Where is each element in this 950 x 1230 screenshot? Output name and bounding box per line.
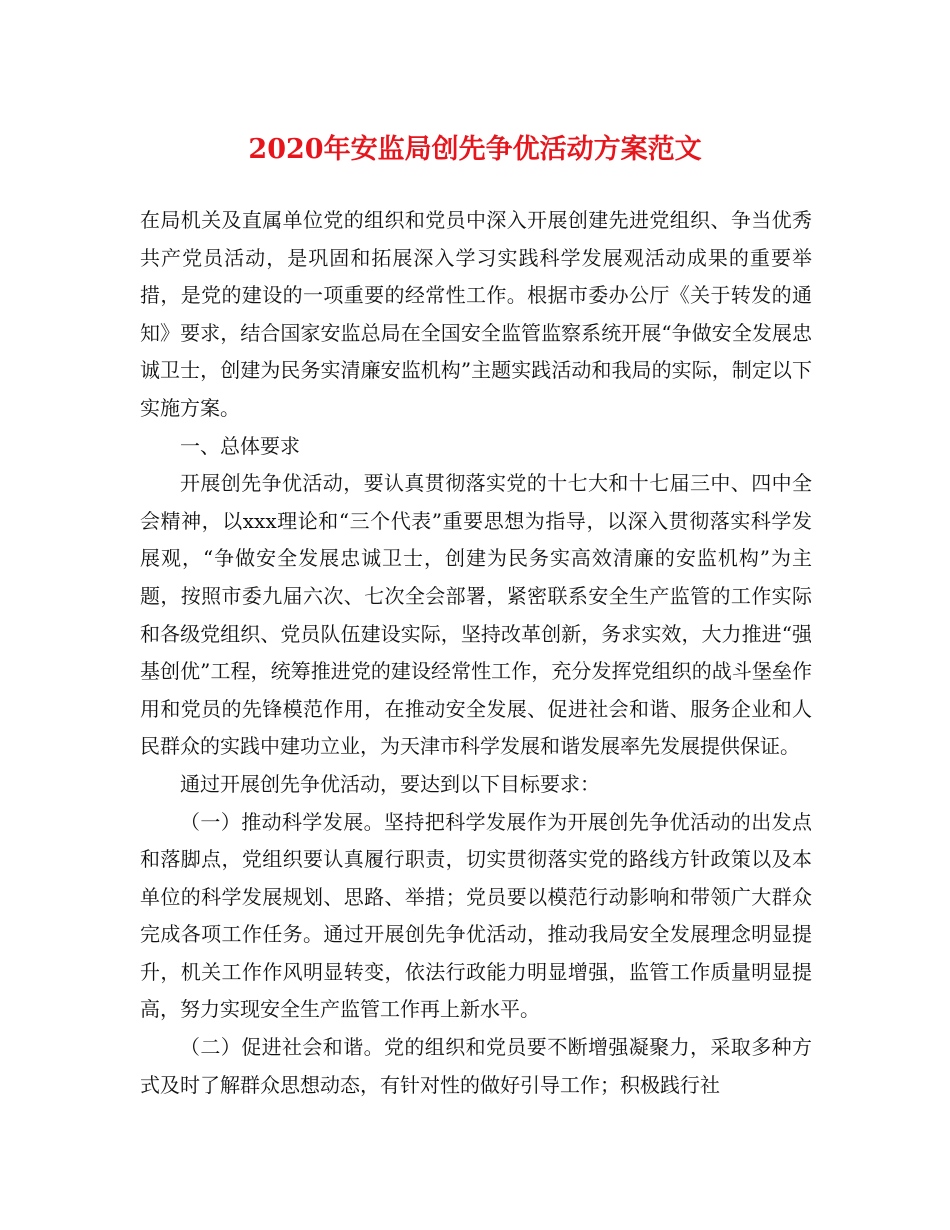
paragraph-goal-1: （一）推动科学发展。坚持把科学发展作为开展创先争优活动的出发点和落脚点，党组织要认真履行职责，切实贯彻落实党的路线方针政策以及本单位的科学发展规划、思路、举措；党员要以模范行动影响和带领广大群众完成各项工作任务。通过开展创先争优活动，推动我局安全发展理念明显提升，机关工作作风明显转变，依法行政能力明显增强，监管工作质量明显提高，努力实现安全生产监管工作再上新水平。	[140, 809, 812, 1022]
section-heading-general-requirements: 一、总体要求	[180, 433, 300, 458]
paragraph-goals-intro: 通过开展创先争优活动，要达到以下目标要求：	[180, 771, 600, 796]
paragraph-goal-2: （二）促进社会和谐。党的组织和党员要不断增强凝聚力，采取多种方式及时了解群众思想动态，有针对性的做好引导工作；积极践行社	[140, 1035, 812, 1097]
paragraph-general-requirements: 开展创先争优活动，要认真贯彻落实党的十七大和十七届三中、四中全会精神，以xxx理论和“三个代表”重要思想为指导，以深入贯彻落实科学发展观，“争做安全发展忠诚卫士，创建为民务实高效清廉的安监机构”为主题，按照市委九届六次、七次全会部署，紧密联系安全生产监管的工作实际和各级党组织、党员队伍建设实际，坚持改革创新，务求实效，大力推进“强基创优”工程，统筹推进党的建设经常性工作，充分发挥党组织的战斗堡垒作用和党员的先锋模范作用，在推动安全发展、促进社会和谐、服务企业和人民群众的实践中建功立业，为天津市科学发展和谐发展率先发展提供保证。	[140, 471, 812, 759]
paragraph-intro: 在局机关及直属单位党的组织和党员中深入开展创建先进党组织、争当优秀共产党员活动，是巩固和拓展深入学习实践科学发展观活动成果的重要举措，是党的建设的一项重要的经常性工作。根据市委办公厅《关于转发的通知》要求，结合国家安监总局在全国安全监管监察系统开展“争做安全发展忠诚卫士，创建为民务实清廉安监机构”主题实践活动和我局的实际，制定以下实施方案。	[140, 208, 812, 420]
document-title: 2020年安监局创先争优活动方案范文	[248, 134, 702, 165]
document-body	[140, 202, 812, 1104]
